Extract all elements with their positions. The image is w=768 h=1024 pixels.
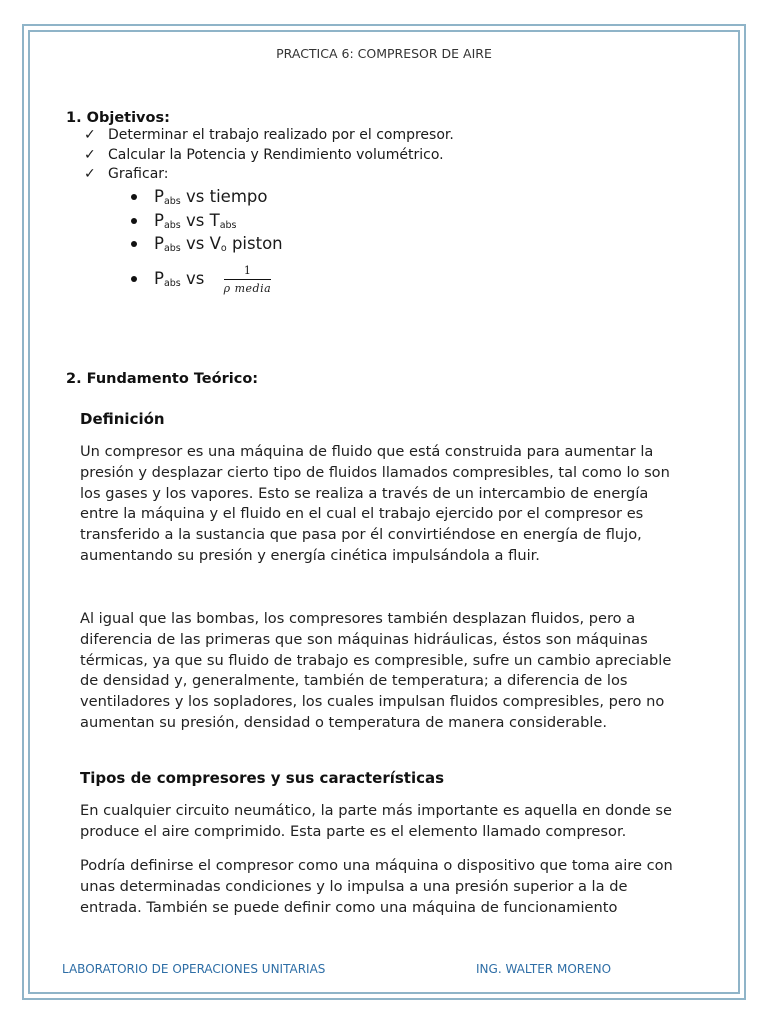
bullet-icon — [131, 218, 137, 224]
check-item — [82, 146, 454, 166]
objectives-heading: 1. Objetivos: — [66, 110, 170, 126]
theory-heading: 2. Fundamento Teórico: — [66, 371, 259, 387]
types-heading: Tipos de compresores y sus características — [80, 769, 445, 787]
check-item-label: Graficar: — [108, 166, 169, 182]
footer-lab-name: LABORATORIO DE OPERACIONES UNITARIAS — [62, 962, 326, 976]
objectives-check-list — [82, 126, 454, 185]
definition-paragraph-2: Al igual que las bombas, los compresores también desplazan fluidos, pero a diferencia de las primeras que son máquinas hidráulicas, éstos son máquinas térmicas, ya que su fluido de trabajo es compresible, sufre un cambio apreciable de densidad y, generalmente, también de temperatura; a diferencia de los ventiladores y los sopladores, los cuales impulsan fluidos compresibles, pero no aumentan su presión, densidad o temperatura de manera considerable. — [80, 610, 672, 731]
check-item-label: Calcular la Potencia y Rendimiento volumétrico. — [108, 146, 444, 163]
bullet-icon — [131, 241, 137, 247]
footer-instructor: ING. WALTER MORENO — [476, 962, 612, 976]
checkmark-icon: ✓ — [84, 166, 96, 182]
types-paragraph-1: En cualquier circuito neumático, la parte más importante es aquella en donde se produce el aire comprimido. Esta parte es el elemento llamado compresor. — [80, 802, 673, 840]
definition-heading: Definición — [80, 410, 165, 428]
check-item — [82, 165, 454, 185]
checkmark-icon: ✓ — [84, 127, 96, 143]
plot-bullet-list — [130, 185, 283, 299]
fraction-denominator: ρ media — [223, 281, 272, 295]
plot-item-pressure-vs-temperature: $P_{abs}$ vs $T_{abs}$ — [130, 209, 283, 233]
checkmark-icon: ✓ — [84, 146, 96, 163]
fraction-numerator: 1 — [224, 263, 272, 280]
inverse-density-fraction — [224, 263, 272, 296]
types-paragraph-2: Podría definirse el compresor como una máquina o dispositivo que toma aire con unas determinadas condiciones y lo impulsa a una presión superior a la de entrada. También se puede definir como una máquina de funcionamiento — [80, 857, 673, 916]
check-item-label: Determinar el trabajo realizado por el compresor. — [108, 127, 454, 143]
plot-item-pressure-vs-inverse-density: $P_{abs}$ vs $\frac{1}{\text{ρ media}}$ — [130, 259, 283, 299]
plot-item-pressure-vs-piston-volume: $P_{abs}$ vs $V_o$ piston — [130, 232, 283, 256]
bullet-icon — [131, 194, 137, 200]
plot-item-pressure-vs-time: $P_{abs}$ vs tiempo — [130, 185, 283, 209]
page-header-title: PRACTICA 6: COMPRESOR DE AIRE — [276, 46, 492, 61]
bullet-icon — [131, 276, 137, 282]
check-item — [82, 126, 454, 146]
definition-paragraph-1: Un compresor es una máquina de fluido que está construida para aumentar la presión y desplazar cierto tipo de fluidos llamados compresibles, tal como lo son los gases y los vapores. Esto se realiza a través de un intercambio de energía entre la máquina y el fluido en el cual el trabajo ejercido por el compresor es transferido a la sustancia que pasa por él convirtiéndose en energía de flujo, aumentando su presión y energía cinética impulsándola a fluir. — [80, 443, 670, 564]
